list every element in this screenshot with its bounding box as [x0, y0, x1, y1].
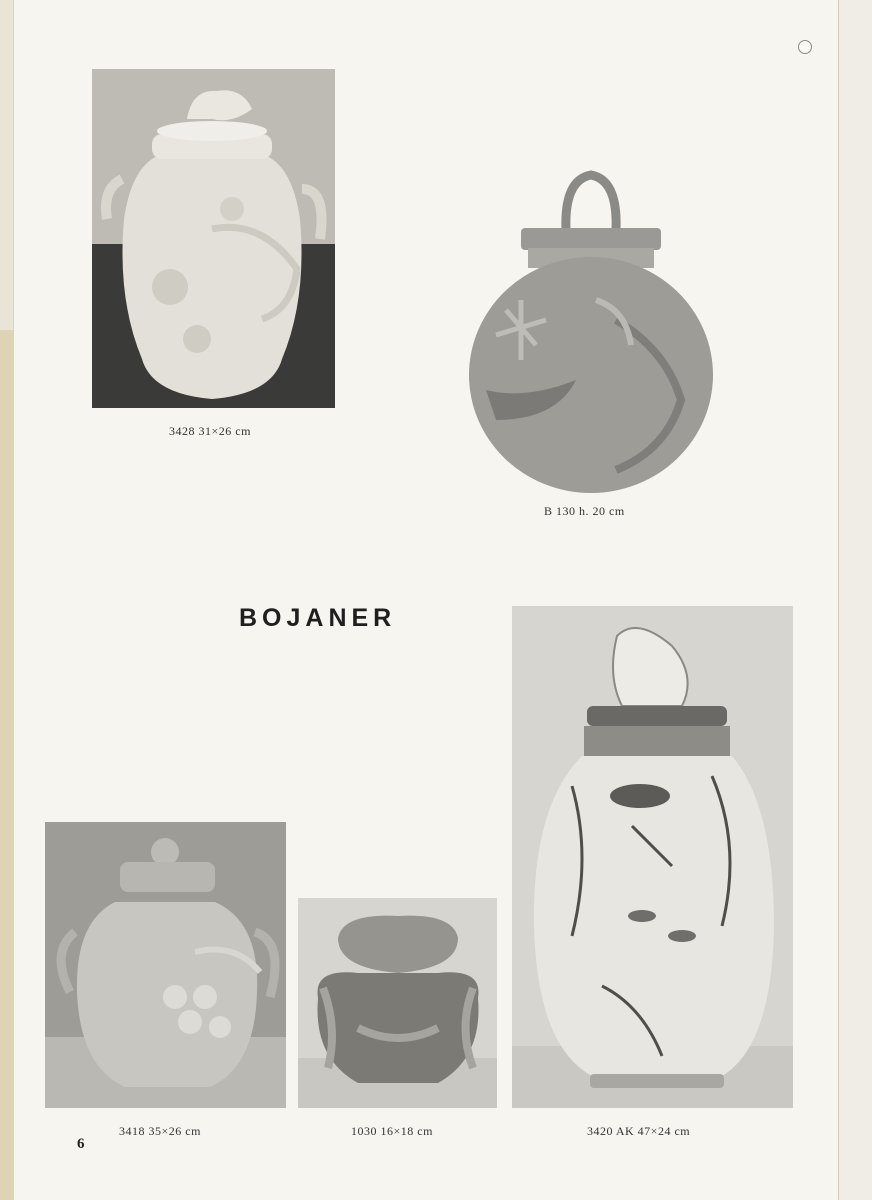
caption-3418: 3418 35×26 cm: [119, 1124, 201, 1138]
caption-3420ak: 3420 AK 47×24 cm: [587, 1124, 691, 1138]
photo-jar-3418: [45, 822, 286, 1108]
lidded-jar-with-flowers-photo: [92, 69, 335, 408]
punch-hole-icon: [798, 40, 812, 54]
tall-painted-jar-photo: [512, 606, 793, 1108]
caption-3428: 3428 31×26 cm: [169, 424, 251, 438]
photo-jar-3428: [92, 69, 335, 408]
round-jar-with-relief-photo: [466, 170, 716, 495]
caption-1030: 1030 16×18 cm: [351, 1124, 433, 1138]
photo-jar-3420ak: [512, 606, 793, 1108]
page-heading: BOJANER: [239, 604, 397, 632]
photo-jar-b130: [466, 170, 716, 495]
handled-jar-with-flowers-photo: [45, 822, 286, 1108]
page-number: 6: [77, 1136, 85, 1152]
page-margin-strip: [838, 0, 872, 1200]
small-coiled-jar-photo: [298, 898, 497, 1108]
catalog-page: [14, 0, 838, 1200]
photo-jar-1030: [298, 898, 497, 1108]
caption-b130: B 130 h. 20 cm: [544, 504, 625, 518]
